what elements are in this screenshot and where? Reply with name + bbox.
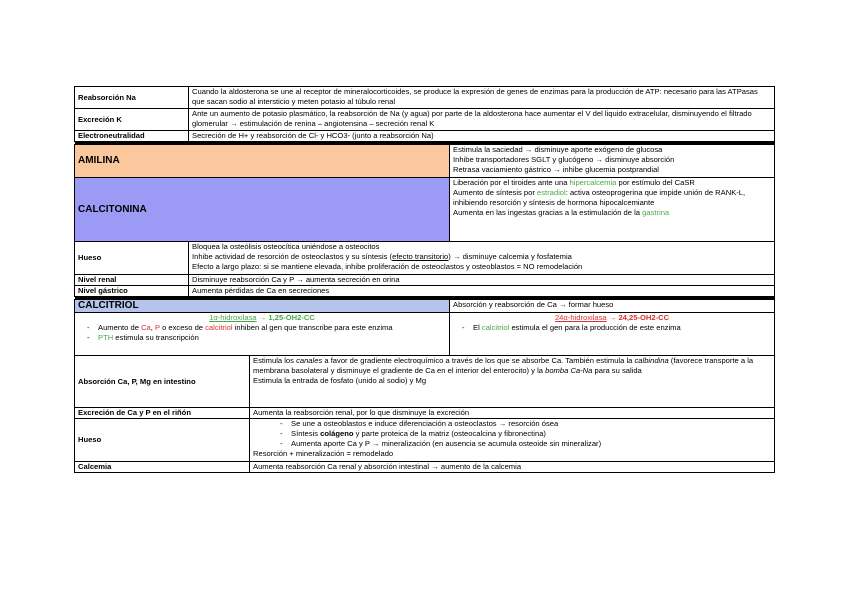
text-reabsorcion-na: Cuando la aldosterona se une al receptor de mineralocorticoides, se produce la expresión de genes de enzimas para la producción de ATP: necesario para las ATPasas que sacan sodio al intersticio y meten potasio al túbulo renal	[189, 87, 775, 109]
text-absorcion-intestino: Estimula los canales a favor de gradiente electroquímico a través de los que se absorbe Ca. También estimula la calbindina (favorece transporte a la membrana basolateral y disminuye el gradiente de Ca en el interior del enterocito) y la bomba Ca-Na para su salida Estimula la entrada de fosfato (unido al sodio) y Mg	[250, 356, 775, 408]
amilina-line: Retrasa vaciamiento gástrico → inhibe glucemia postprandial	[453, 165, 659, 174]
label-calcemia: Calcemia	[75, 462, 250, 473]
label-reabsorcion-na: Reabsorción Na	[75, 87, 189, 109]
text-calcitonina-hueso: Bloquea la osteólisis osteocítica uniéndose a osteocitos Inhibe actividad de resorción de osteoclastos y su síntesis (efecto transitorio) → disminuye calcemia y fosfatemia Efecto a largo plazo: si se mantiene elevada, inhibe proliferación de osteoclastos y osteoblastos = NO remodelación	[189, 242, 775, 275]
row-calcitriol-enzymes	[75, 313, 775, 356]
text-excrecion-rinon: Aumenta la reabsorción renal, por lo que disminuye la excreción	[250, 408, 775, 419]
text-electroneutralidad: Secreción de H+ y reabsorción de Cl- y HCO3- (junto a reabsorción Na)	[189, 131, 775, 142]
row-calcitonina	[75, 178, 775, 242]
label-calcitriol-hueso: Hueso	[75, 419, 250, 462]
text-nivel-gastrico: Aumenta pérdidas de Ca en secreciones	[189, 286, 775, 297]
row-calcitonina-gastrico	[75, 286, 775, 297]
calcitonina-effects: Liberación por el tiroides ante una hipercalcemia por estímulo del CaSR Aumento de síntesis por estradiol: activa osteoprogerina que impide unión de RANK-L, inhibiendo resorción y síntesis de hormona hipocalcemiante Aumenta en las ingestas gracias a la estimulación de la gastrina	[450, 178, 775, 242]
hormones-table	[74, 86, 775, 473]
amilina-line: Inhibe transportadores SGLT y glucógeno → disminuye absorción	[453, 155, 675, 164]
row-calcitonina-hueso	[75, 242, 775, 275]
enzyme-1a-hidroxilasa: 1α-hidroxilasa → 1,25-OH2-CC - Aumento de Ca, P o exceso de calcitriol inhiben al gen que transcribe para este enzima - PTH estimula su transcripción	[75, 313, 450, 356]
label-nivel-renal: Nivel renal	[75, 275, 189, 286]
text-calcitriol-hueso: - Se une a osteoblastos e induce diferenciación a osteoclastos → resorción ósea - Síntesis colágeno y parte proteica de la matriz (osteocalcina y fibronectina) - Aumenta aporte Ca y P → mineralización (en ausencia se acumula osteoide sin mineralizar) Resorción + mineralización = remodelado	[250, 419, 775, 462]
row-amilina	[75, 145, 775, 178]
calcitonina-title: CALCITONINA	[75, 178, 450, 242]
text-nivel-renal: Disminuye reabsorción Ca y P → aumenta secreción en orina	[189, 275, 775, 286]
calcitriol-title: CALCITRIOL	[75, 300, 450, 313]
label-calcitonina-hueso: Hueso	[75, 242, 189, 275]
row-calcitriol-hueso	[75, 419, 775, 462]
calcitriol-header-right: Absorción y reabsorción de Ca → formar hueso	[450, 300, 775, 313]
row-calcitriol-absorcion	[75, 356, 775, 408]
row-calcitonina-renal	[75, 275, 775, 286]
amilina-title: AMILINA	[75, 145, 450, 178]
row-calcitriol-excrecion	[75, 408, 775, 419]
notes-page	[74, 86, 774, 473]
amilina-effects	[450, 145, 775, 178]
label-excrecion-k: Excreción K	[75, 109, 189, 131]
row-excrecion-k	[75, 109, 775, 131]
row-electroneutralidad	[75, 131, 775, 142]
text-calcemia: Aumenta reabsorción Ca renal y absorción intestinal → aumento de la calcemia	[250, 462, 775, 473]
label-electroneutralidad: Electroneutralidad	[75, 131, 189, 142]
row-calcitriol	[75, 300, 775, 313]
label-nivel-gastrico: Nivel gástrico	[75, 286, 189, 297]
row-calcitriol-calcemia	[75, 462, 775, 473]
row-reabsorcion-na	[75, 87, 775, 109]
label-excrecion-rinon: Excreción de Ca y P en el riñón	[75, 408, 250, 419]
label-absorcion-intestino: Absorción Ca, P, Mg en intestino	[75, 356, 250, 408]
text-excrecion-k: Ante un aumento de potasio plasmático, la reabsorción de Na (y agua) por parte de la aldosterona hace aumentar el V del liquido extracelular, disminuyendo el filtrado glomerular → estimulación de renina – angiotensina – secreción renal K	[189, 109, 775, 131]
enzyme-24a-hidroxilasa: 24α-hidroxilasa → 24,25-OH2-CC - El calcitriol estimula el gen para la producción de este enzima	[450, 313, 775, 356]
amilina-line: Estimula la saciedad → disminuye aporte exógeno de glucosa	[453, 145, 663, 154]
